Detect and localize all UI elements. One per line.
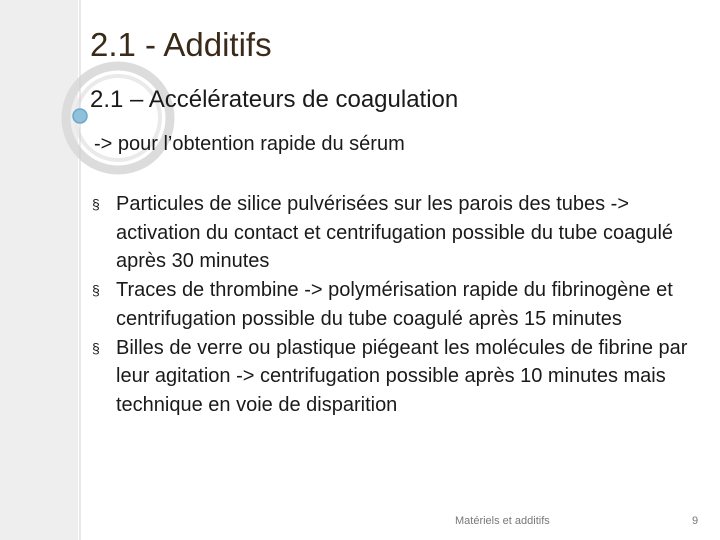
- slide-note: -> pour l’obtention rapide du sérum: [94, 133, 405, 155]
- bullet-text: Traces de thrombine -> polymérisation rapide du fibrinogène et centrifugation possible du tube coagulé après 15 minutes: [116, 279, 673, 330]
- bullet-icon: §: [92, 282, 100, 299]
- list-item: [92, 334, 702, 420]
- list-item: [92, 276, 702, 333]
- list-item: [92, 190, 702, 276]
- slide-title: 2.1 - Additifs: [90, 26, 272, 63]
- bullet-text: Billes de verre ou plastique piégeant les molécules de fibrine par leur agitation -> centrifugation possible après 10 minutes mais technique en voie de disparition: [116, 336, 688, 416]
- bullet-icon: §: [92, 339, 100, 356]
- page-number: 9: [692, 515, 699, 527]
- bullet-text: Particules de silice pulvérisées sur les parois des tubes -> activation du contact et centrifugation possible du tube coagulé après 30 minutes: [116, 193, 674, 273]
- bullet-list: [92, 190, 702, 420]
- slide-subtitle: 2.1 – Accélérateurs de coagulation: [90, 86, 459, 113]
- bullet-icon: §: [92, 196, 100, 212]
- footer-label: Matériels et additifs: [455, 515, 550, 527]
- accent-dot: [73, 109, 87, 123]
